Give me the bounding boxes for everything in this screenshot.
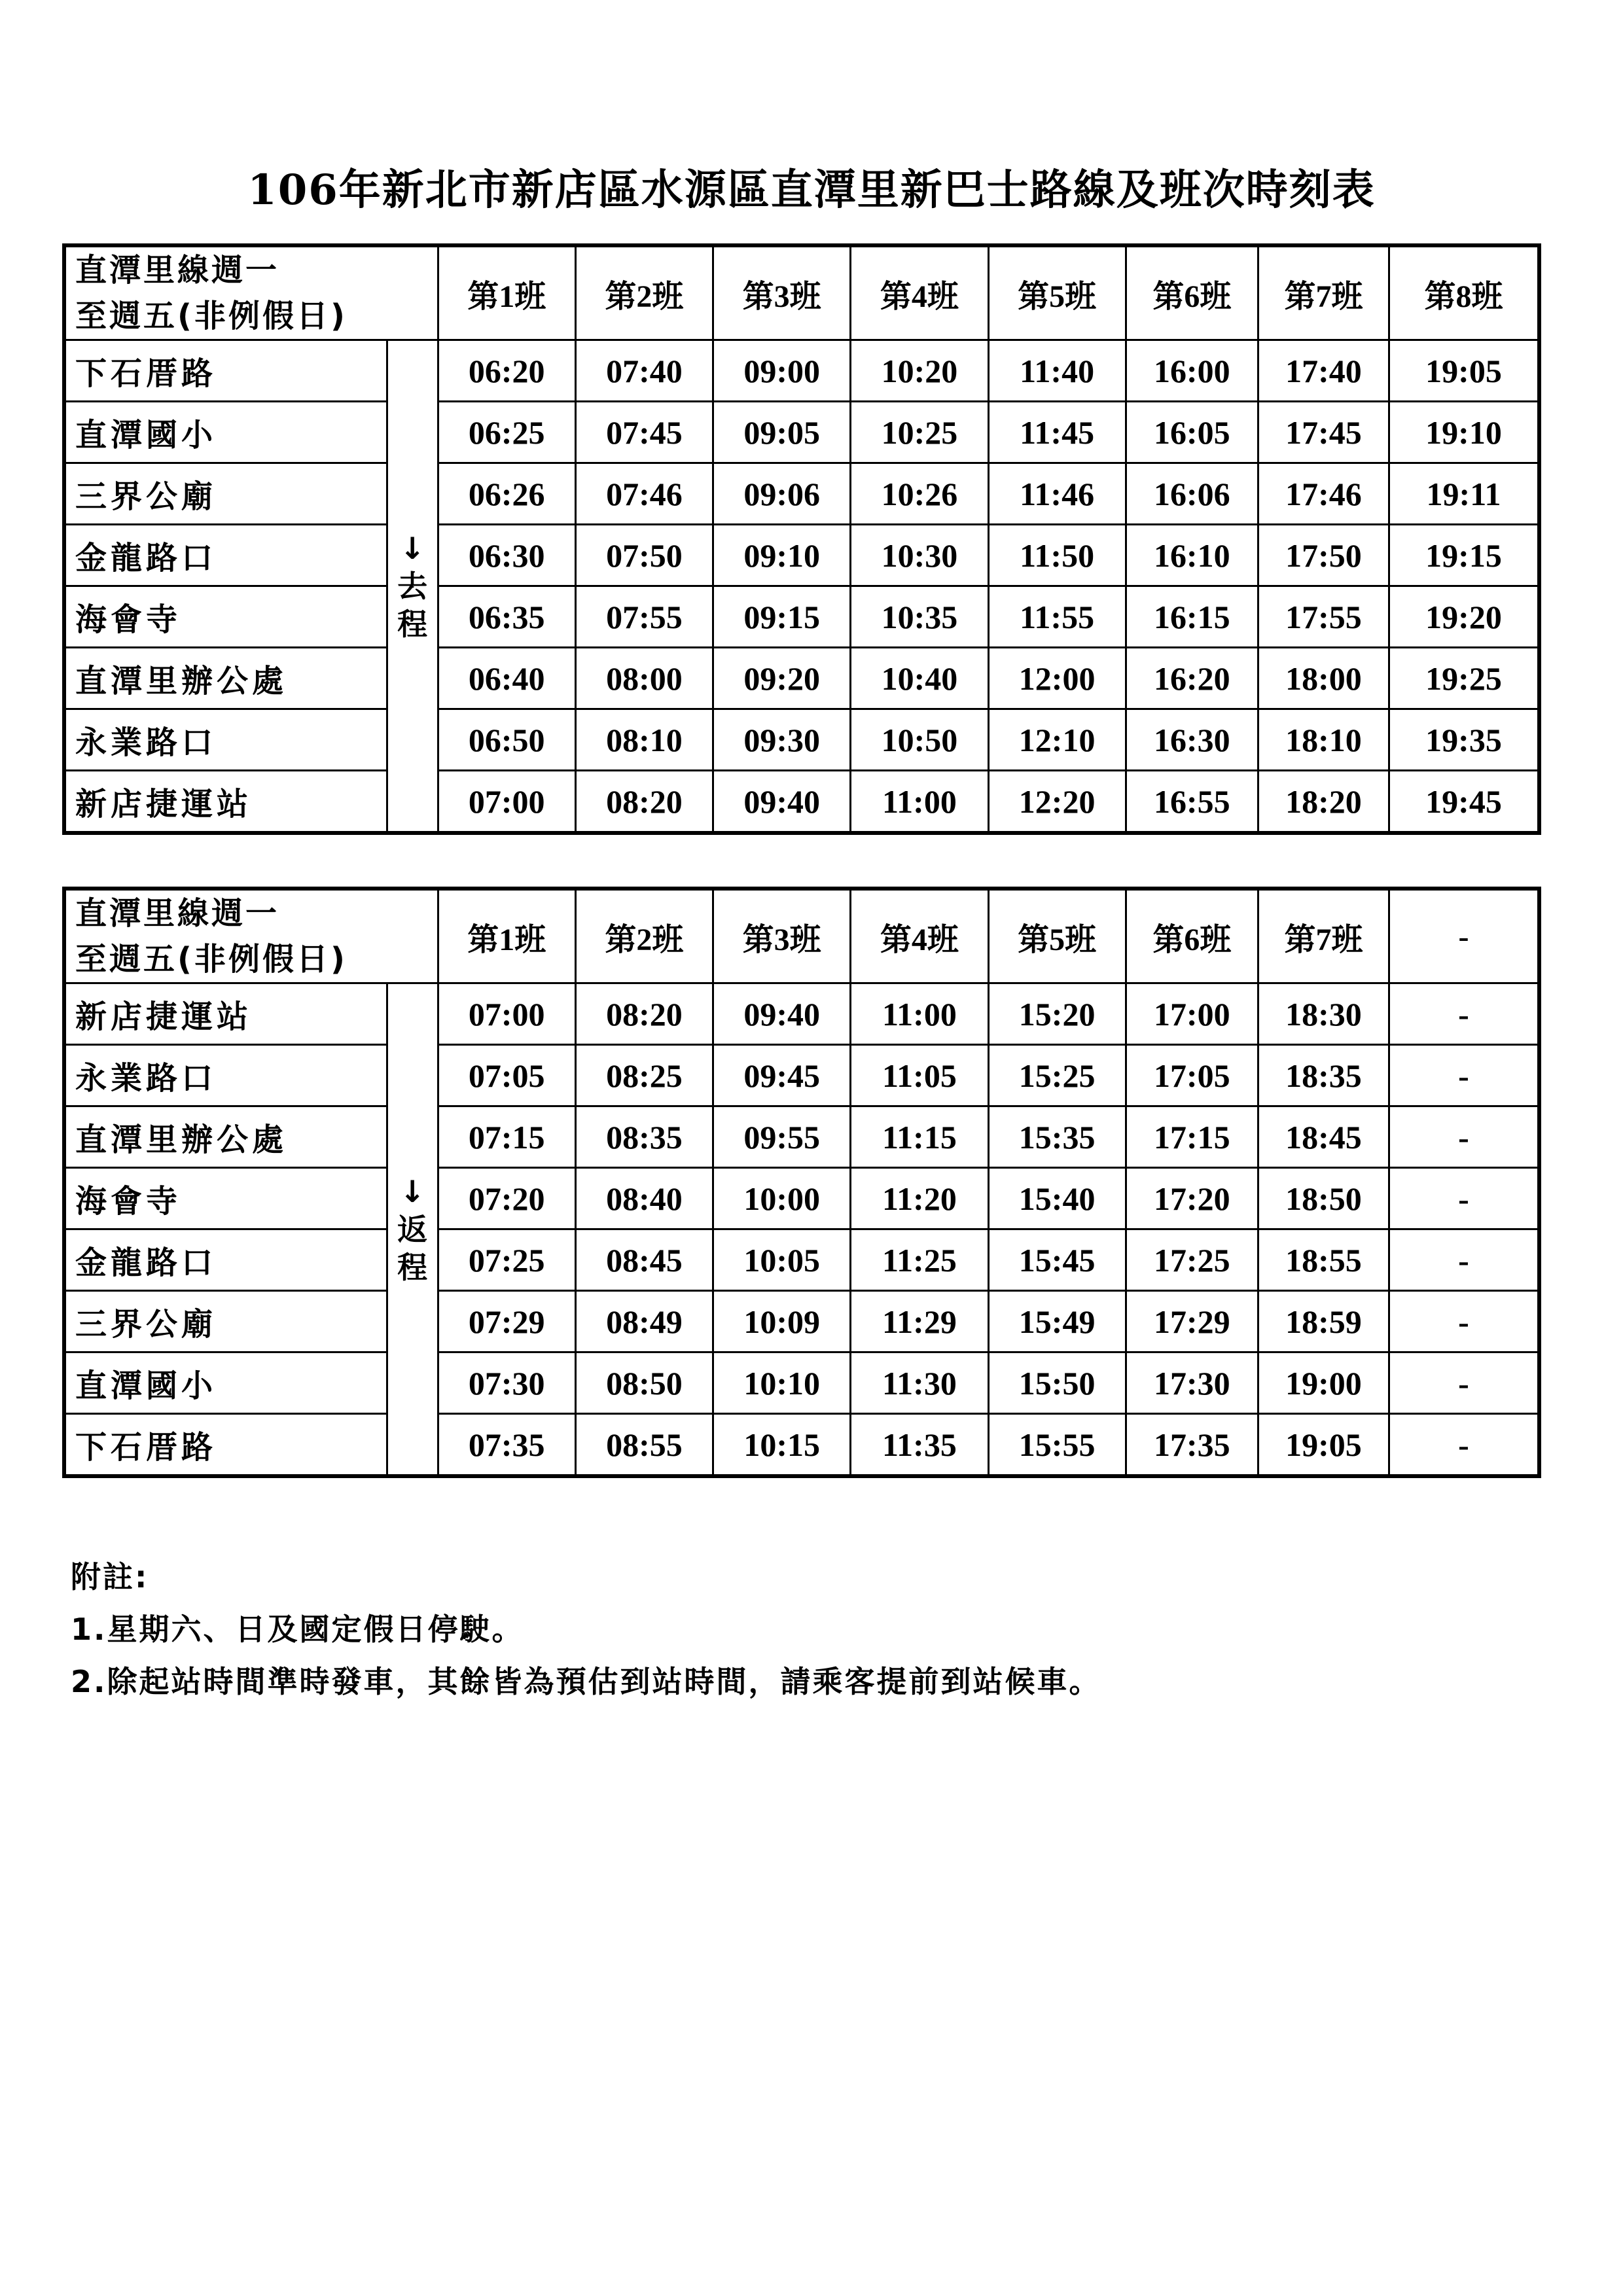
departure-time: 10:15 — [713, 1414, 851, 1477]
return-header-run-5: 第5班 — [988, 889, 1126, 983]
departure-time: 19:25 — [1389, 648, 1539, 709]
departure-time: 10:00 — [713, 1168, 851, 1229]
departure-time: 17:29 — [1126, 1291, 1258, 1352]
stop-name: 永業路口 — [64, 709, 387, 771]
return-header-run-2: 第2班 — [575, 889, 713, 983]
departure-time: 09:06 — [713, 463, 851, 525]
departure-time: 15:45 — [988, 1229, 1126, 1291]
return-header-run-3: 第3班 — [713, 889, 851, 983]
outbound-header-row — [64, 245, 1539, 340]
departure-time: 18:10 — [1258, 709, 1389, 771]
departure-time: 11:35 — [851, 1414, 988, 1477]
departure-time: 17:46 — [1258, 463, 1389, 525]
departure-time: 10:50 — [851, 709, 988, 771]
departure-time: 16:05 — [1126, 402, 1258, 463]
outbound-direction-char: 去 — [397, 568, 428, 604]
stop-name: 永業路口 — [64, 1045, 387, 1106]
return-header-run-4: 第4班 — [851, 889, 988, 983]
stop-name: 直潭國小 — [64, 1352, 387, 1414]
table-row — [64, 1352, 1539, 1414]
outbound-header-run-3: 第3班 — [713, 245, 851, 340]
outbound-header-run-8: 第8班 — [1389, 245, 1539, 340]
departure-time: 06:30 — [438, 525, 575, 586]
return-corner-line2: 至週五(非例假日) — [75, 941, 348, 978]
departure-time: 17:35 — [1126, 1414, 1258, 1477]
departure-time: 11:46 — [988, 463, 1126, 525]
return-direction-cell — [387, 983, 438, 1477]
outbound-header-run-2: 第2班 — [575, 245, 713, 340]
stop-name: 直潭里辦公處 — [64, 648, 387, 709]
departure-time: 07:30 — [438, 1352, 575, 1414]
departure-time: 10:30 — [851, 525, 988, 586]
outbound-corner-line1: 直潭里線週一 — [75, 252, 280, 289]
departure-time: 11:29 — [851, 1291, 988, 1352]
stop-name: 新店捷運站 — [64, 771, 387, 834]
departure-time: 08:25 — [575, 1045, 713, 1106]
departure-time: 12:10 — [988, 709, 1126, 771]
departure-time: 08:20 — [575, 771, 713, 834]
departure-time: 06:35 — [438, 586, 575, 648]
outbound-header-run-1: 第1班 — [438, 245, 575, 340]
departure-time: 07:35 — [438, 1414, 575, 1477]
arrow-down-icon: ↓ — [399, 530, 425, 566]
return-header-run-1: 第1班 — [438, 889, 575, 983]
return-header-run-7: 第7班 — [1258, 889, 1389, 983]
departure-time: 17:00 — [1126, 983, 1258, 1045]
departure-time: 09:00 — [713, 340, 851, 402]
departure-time: 19:15 — [1389, 525, 1539, 586]
stop-name: 下石厝路 — [64, 1414, 387, 1477]
outbound-direction-char: 程 — [397, 606, 428, 642]
departure-time: 17:25 — [1126, 1229, 1258, 1291]
outbound-corner-cell — [64, 245, 438, 340]
departure-time: 15:20 — [988, 983, 1126, 1045]
table-row — [64, 525, 1539, 586]
departure-time: 07:20 — [438, 1168, 575, 1229]
departure-time: - — [1389, 1291, 1539, 1352]
departure-time: 16:30 — [1126, 709, 1258, 771]
departure-time: - — [1389, 1352, 1539, 1414]
table-row — [64, 1168, 1539, 1229]
departure-time: 16:06 — [1126, 463, 1258, 525]
departure-time: 09:45 — [713, 1045, 851, 1106]
departure-time: 08:49 — [575, 1291, 713, 1352]
departure-time: 17:40 — [1258, 340, 1389, 402]
departure-time: - — [1389, 1045, 1539, 1106]
departure-time: 07:55 — [575, 586, 713, 648]
departure-time: 10:05 — [713, 1229, 851, 1291]
departure-time: 17:50 — [1258, 525, 1389, 586]
stop-name: 海會寺 — [64, 1168, 387, 1229]
departure-time: 19:11 — [1389, 463, 1539, 525]
outbound-schedule-table — [62, 243, 1541, 835]
table-row — [64, 1291, 1539, 1352]
table-row — [64, 463, 1539, 525]
departure-time: 19:35 — [1389, 709, 1539, 771]
stop-name: 直潭國小 — [64, 402, 387, 463]
table-row — [64, 983, 1539, 1045]
departure-time: 08:55 — [575, 1414, 713, 1477]
table-row — [64, 1045, 1539, 1106]
departure-time: - — [1389, 983, 1539, 1045]
note-item-1: 1.星期六、日及國定假日停駛。 — [71, 1612, 524, 1647]
departure-time: 07:00 — [438, 983, 575, 1045]
departure-time: 16:55 — [1126, 771, 1258, 834]
outbound-corner-line2: 至週五(非例假日) — [75, 298, 348, 334]
departure-time: 08:10 — [575, 709, 713, 771]
departure-time: 07:15 — [438, 1106, 575, 1168]
table-row — [64, 340, 1539, 402]
departure-time: 06:25 — [438, 402, 575, 463]
departure-time: 15:55 — [988, 1414, 1126, 1477]
departure-time: 18:30 — [1258, 983, 1389, 1045]
return-corner-cell — [64, 889, 438, 983]
departure-time: 16:20 — [1126, 648, 1258, 709]
departure-time: 17:20 — [1126, 1168, 1258, 1229]
return-schedule-table — [62, 887, 1541, 1478]
stop-name: 直潭里辦公處 — [64, 1106, 387, 1168]
departure-time: 06:40 — [438, 648, 575, 709]
stop-name: 新店捷運站 — [64, 983, 387, 1045]
departure-time: 07:29 — [438, 1291, 575, 1352]
departure-time: 10:20 — [851, 340, 988, 402]
departure-time: 16:15 — [1126, 586, 1258, 648]
arrow-down-icon: ↓ — [399, 1173, 425, 1209]
departure-time: 11:40 — [988, 340, 1126, 402]
departure-time: 11:00 — [851, 983, 988, 1045]
departure-time: 12:20 — [988, 771, 1126, 834]
departure-time: 19:00 — [1258, 1352, 1389, 1414]
outbound-header-run-5: 第5班 — [988, 245, 1126, 340]
departure-time: 17:30 — [1126, 1352, 1258, 1414]
departure-time: 11:20 — [851, 1168, 988, 1229]
departure-time: 07:25 — [438, 1229, 575, 1291]
departure-time: 11:05 — [851, 1045, 988, 1106]
departure-time: 15:40 — [988, 1168, 1126, 1229]
page-title: 106年新北市新店區水源區直潭里新巴士路線及班次時刻表 — [247, 166, 1376, 215]
return-header-row — [64, 889, 1539, 983]
departure-time: 19:45 — [1389, 771, 1539, 834]
departure-time: 17:55 — [1258, 586, 1389, 648]
stop-name: 海會寺 — [64, 586, 387, 648]
notes-section — [71, 1551, 1101, 1708]
return-header-run-6: 第6班 — [1126, 889, 1258, 983]
departure-time: 06:26 — [438, 463, 575, 525]
departure-time: 15:35 — [988, 1106, 1126, 1168]
departure-time: 15:50 — [988, 1352, 1126, 1414]
table-row — [64, 1414, 1539, 1477]
departure-time: 10:10 — [713, 1352, 851, 1414]
departure-time: 17:05 — [1126, 1045, 1258, 1106]
departure-time: 18:50 — [1258, 1168, 1389, 1229]
departure-time: 11:55 — [988, 586, 1126, 648]
table-row — [64, 1229, 1539, 1291]
departure-time: 08:40 — [575, 1168, 713, 1229]
departure-time: 09:40 — [713, 771, 851, 834]
departure-time: 11:00 — [851, 771, 988, 834]
outbound-header-run-4: 第4班 — [851, 245, 988, 340]
departure-time: 07:00 — [438, 771, 575, 834]
departure-time: 15:49 — [988, 1291, 1126, 1352]
departure-time: 07:50 — [575, 525, 713, 586]
departure-time: 19:05 — [1258, 1414, 1389, 1477]
departure-time: 18:00 — [1258, 648, 1389, 709]
table-row — [64, 648, 1539, 709]
departure-time: 07:46 — [575, 463, 713, 525]
departure-time: 08:00 — [575, 648, 713, 709]
stop-name: 下石厝路 — [64, 340, 387, 402]
departure-time: 09:20 — [713, 648, 851, 709]
departure-time: 10:25 — [851, 402, 988, 463]
departure-time: 07:45 — [575, 402, 713, 463]
departure-time: 18:45 — [1258, 1106, 1389, 1168]
departure-time: 16:00 — [1126, 340, 1258, 402]
departure-time: 19:10 — [1389, 402, 1539, 463]
departure-time: 09:05 — [713, 402, 851, 463]
table-row — [64, 586, 1539, 648]
stop-name: 金龍路口 — [64, 525, 387, 586]
departure-time: 10:26 — [851, 463, 988, 525]
table-row — [64, 1106, 1539, 1168]
note-item-2: 2.除起站時間準時發車，其餘皆為預估到站時間，請乘客提前到站候車。 — [71, 1664, 1101, 1699]
stop-name: 三界公廟 — [64, 1291, 387, 1352]
return-table-body — [64, 889, 1539, 1476]
return-direction-char: 返 — [397, 1211, 428, 1247]
outbound-header-run-7: 第7班 — [1258, 245, 1389, 340]
return-direction-char: 程 — [397, 1249, 428, 1285]
departure-time: 18:20 — [1258, 771, 1389, 834]
departure-time: 11:15 — [851, 1106, 988, 1168]
departure-time: 19:20 — [1389, 586, 1539, 648]
outbound-direction-cell — [387, 340, 438, 834]
departure-time: 06:20 — [438, 340, 575, 402]
departure-time: 18:59 — [1258, 1291, 1389, 1352]
outbound-table-body — [64, 245, 1539, 833]
stop-name: 金龍路口 — [64, 1229, 387, 1291]
departure-time: 08:20 — [575, 983, 713, 1045]
departure-time: 12:00 — [988, 648, 1126, 709]
departure-time: 09:55 — [713, 1106, 851, 1168]
departure-time: 10:35 — [851, 586, 988, 648]
stop-name: 三界公廟 — [64, 463, 387, 525]
return-header-run-8: - — [1389, 889, 1539, 983]
departure-time: 11:50 — [988, 525, 1126, 586]
return-corner-line1: 直潭里線週一 — [75, 895, 280, 932]
departure-time: 08:45 — [575, 1229, 713, 1291]
departure-time: - — [1389, 1229, 1539, 1291]
departure-time: 18:35 — [1258, 1045, 1389, 1106]
departure-time: 11:25 — [851, 1229, 988, 1291]
departure-time: 10:09 — [713, 1291, 851, 1352]
departure-time: 11:30 — [851, 1352, 988, 1414]
notes-heading: 附註: — [71, 1559, 149, 1595]
departure-time: 07:40 — [575, 340, 713, 402]
departure-time: 11:45 — [988, 402, 1126, 463]
departure-time: 09:30 — [713, 709, 851, 771]
departure-time: 09:15 — [713, 586, 851, 648]
departure-time: 08:50 — [575, 1352, 713, 1414]
table-row — [64, 771, 1539, 834]
departure-time: 19:05 — [1389, 340, 1539, 402]
departure-time: 17:15 — [1126, 1106, 1258, 1168]
departure-time: 08:35 — [575, 1106, 713, 1168]
outbound-header-run-6: 第6班 — [1126, 245, 1258, 340]
table-row — [64, 402, 1539, 463]
departure-time: - — [1389, 1414, 1539, 1477]
departure-time: 17:45 — [1258, 402, 1389, 463]
departure-time: - — [1389, 1168, 1539, 1229]
departure-time: 09:40 — [713, 983, 851, 1045]
departure-time: 09:10 — [713, 525, 851, 586]
departure-time: 16:10 — [1126, 525, 1258, 586]
departure-time: 15:25 — [988, 1045, 1126, 1106]
departure-time: 07:05 — [438, 1045, 575, 1106]
departure-time: 10:40 — [851, 648, 988, 709]
departure-time: - — [1389, 1106, 1539, 1168]
table-row — [64, 709, 1539, 771]
departure-time: 18:55 — [1258, 1229, 1389, 1291]
departure-time: 06:50 — [438, 709, 575, 771]
